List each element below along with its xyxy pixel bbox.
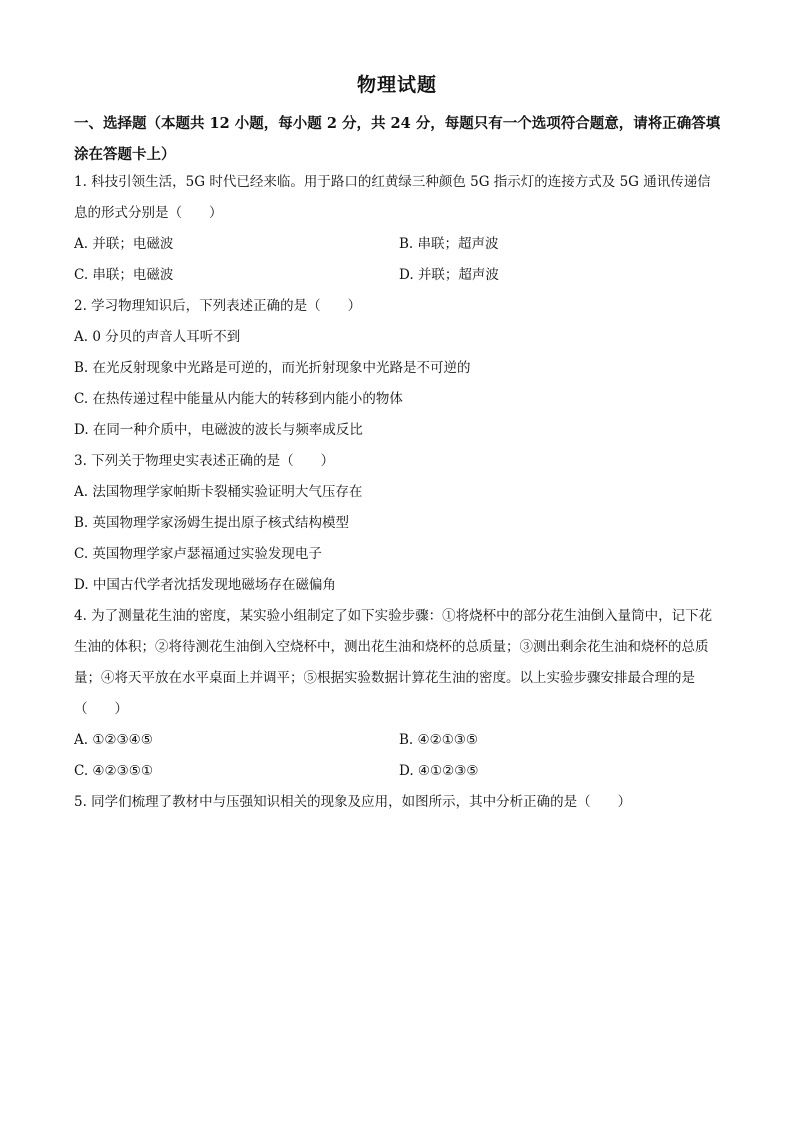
section-heading: 一、选择题（本题共 12 小题，每小题 2 分，共 24 分，每题只有一个选项符合题意，请将正确答填涂在答题卡上） <box>74 115 721 163</box>
question-1-option-a: A. 并联；电磁波 <box>74 236 174 252</box>
question-4-option-d: D. ④①②③⑤ <box>399 763 479 779</box>
question-2-option-b: B. 在光反射现象中光路是可逆的，而光折射现象中光路是不可逆的 <box>74 360 471 376</box>
question-4-options-row-1 <box>74 725 724 756</box>
question-2-option-c: C. 在热传递过程中能量从内能大的转移到内能小的物体 <box>74 391 403 407</box>
question-3-option-d: D. 中国古代学者沈括发现地磁场存在磁偏角 <box>74 577 336 593</box>
page-title: 物理试题 <box>356 74 437 96</box>
question-4-option-c: C. ④②③⑤① <box>74 763 153 779</box>
question-1-stem: 1. 科技引领生活，5G 时代已经来临。用于路口的红黄绿三种颜色 5G 指示灯的连接方式及 5G 通讯传递信息的形式分别是（ ） <box>74 174 711 221</box>
question-4-option-a: A. ①②③④⑤ <box>74 732 153 748</box>
question-4-option-b: B. ④②①③⑤ <box>399 732 479 748</box>
question-2-stem: 2. 学习物理知识后，下列表述正确的是（ ） <box>74 298 362 314</box>
question-2-option-d: D. 在同一种介质中，电磁波的波长与频率成反比 <box>74 422 363 438</box>
question-4-options-row-2 <box>74 756 724 787</box>
question-2-option-a: A. 0 分贝的声音人耳听不到 <box>74 329 241 345</box>
question-3-option-c: C. 英国物理学家卢瑟福通过实验发现电子 <box>74 546 322 562</box>
question-4-stem: 4. 为了测量花生油的密度，某实验小组制定了如下实验步骤：①将烧杯中的部分花生油倒入量筒中，记下花生油的体积；②将待测花生油倒入空烧杯中，测出花生油和烧杯的总质量；③测出剩余花生油和烧杯的总质量；④将天平放在水平桌面上并调平；⑤根据实验数据计算花生油的密度。以上实验步骤安排最合理的是（ ） <box>74 608 713 717</box>
question-list <box>74 167 724 818</box>
question-1-option-d: D. 并联；超声波 <box>399 267 499 283</box>
question-3-option-a: A. 法国物理学家帕斯卡裂桶实验证明大气压存在 <box>74 484 363 500</box>
question-3-option-b: B. 英国物理学家汤姆生提出原子核式结构模型 <box>74 515 350 531</box>
question-5-stem: 5. 同学们梳理了教材中与压强知识相关的现象及应用，如图所示，其中分析正确的是（ ） <box>74 794 632 810</box>
question-1-option-c: C. 串联；电磁波 <box>74 267 174 283</box>
question-1-options-row-1 <box>74 229 724 260</box>
question-1-options-row-2 <box>74 260 724 291</box>
question-3-stem: 3. 下列关于物理史实表述正确的是（ ） <box>74 453 335 469</box>
question-1-option-b: B. 串联；超声波 <box>399 236 499 252</box>
